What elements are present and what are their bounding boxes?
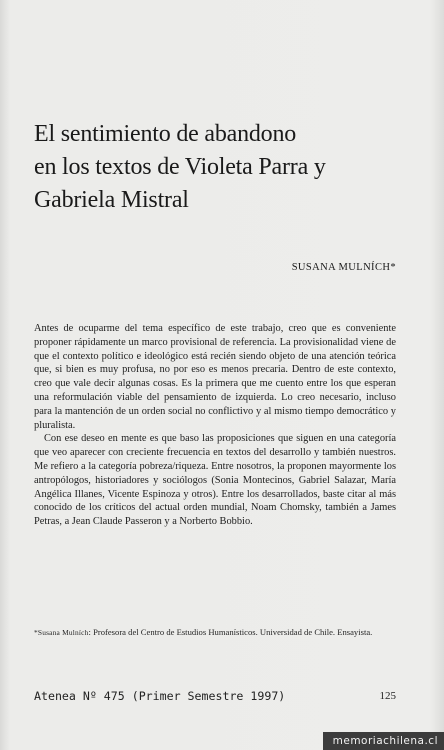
- title-line: Gabriela Mistral: [34, 187, 189, 213]
- article-title: [34, 118, 424, 217]
- body-paragraph: Con ese deseo en mente es que baso las proposiciones que siguen en una categoría que veo aparecer con creciente frecuencia en textos del desarrollo y también nuestros. Me refiero a la categoría pobreza/riqueza. Entre nosotros, la proponen mayormente los antropólogos, historiadores y sociólogos (Sonia Montecinos, Gabriel Salazar, María Angélica Illanes, Vicente Espinoza y otros). Entre los desarrollados, baste citar al más conocido de los críticos del actual orden mundial, Noam Chomsky, también a James Petras, a Jean Claude Passeron y a Norberto Bobbio.: [34, 433, 396, 528]
- article-body: [34, 322, 396, 529]
- footnote-text: : Profesora del Centro de Estudios Humanísticos. Universidad de Chile. Ensayista.: [88, 627, 373, 637]
- title-line: El sentimiento de abandono: [34, 121, 297, 147]
- body-paragraph: Antes de ocuparme del tema específico de este trabajo, creo que es conveniente proponer rápidamente un marco provisional de referencia. La provisionalidad viene de que el contexto político e ideológico está recién siendo objeto de una atención teórica que, si bien es muy profusa, no por eso es menos precaria. Dentro de este contexto, creo que vale decir algunas cosas. Es la primera que me cuento entre los que esperan una reformulación viable del pensamiento de izquierda. Lo creo necesario, incluso para la mantención de un orden social no conflictivo y al mismo tiempo democrático y pluralista.: [34, 323, 396, 431]
- journal-citation: Atenea Nº 475 (Primer Semestre 1997): [34, 689, 286, 703]
- page-number: 125: [379, 690, 396, 702]
- title-line: en los textos de Violeta Parra y: [34, 154, 326, 180]
- watermark-label: memoriachilena.cl: [323, 732, 444, 750]
- author-footnote: [34, 627, 396, 639]
- footnote-name: *Susana Mulních: [34, 628, 89, 637]
- author-name: SUSANA MULNÍCH*: [291, 262, 396, 273]
